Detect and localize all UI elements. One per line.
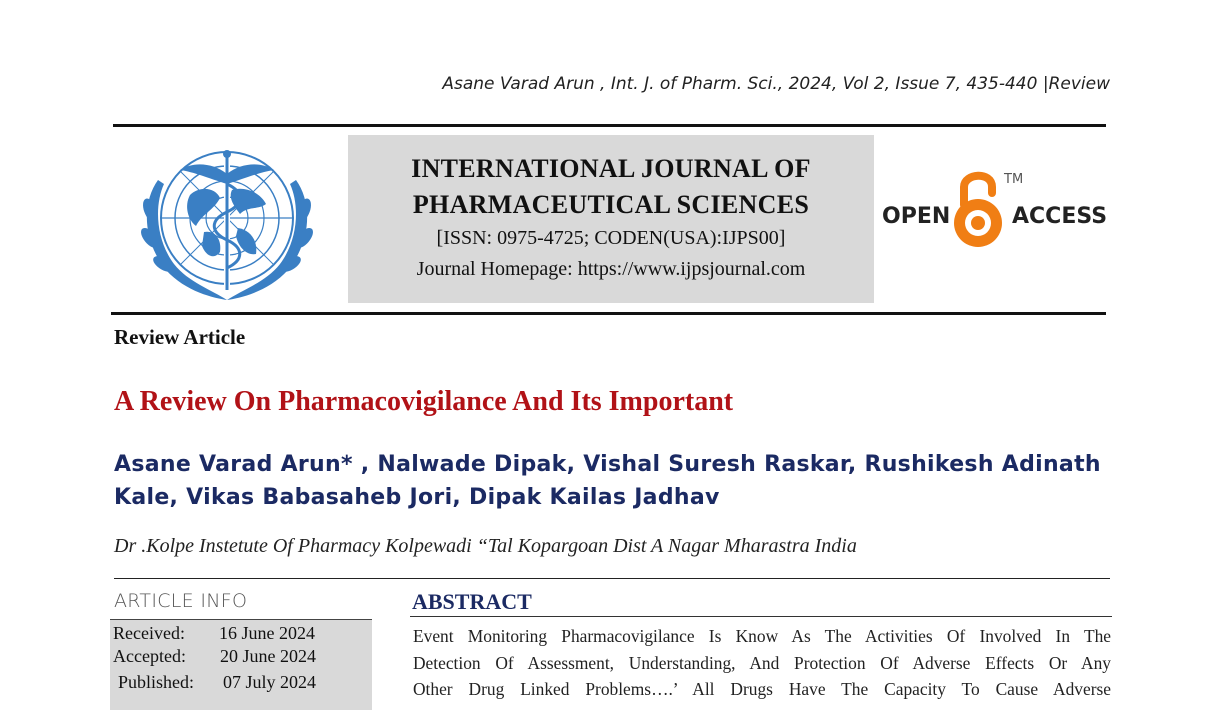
open-access-logo (880, 165, 1112, 255)
running-header-citation: Asane Varad Arun , Int. J. of Pharm. Sci., 2024, Vol 2, Issue 7, 435-440 |Review (442, 74, 1110, 94)
abstract-line-1: Event Monitoring Pharmacovigilance Is Know As The Activities Of Involved In The (413, 626, 1111, 646)
author-list (114, 448, 1114, 514)
accepted-row (113, 646, 316, 667)
abstract-line-2: Detection Of Assessment, Understanding, And Protection Of Adverse Effects Or Any (413, 652, 1111, 673)
received-row (113, 623, 315, 644)
open-access-access-text: ACCESS (1012, 204, 1108, 229)
header-rule-top (113, 124, 1106, 127)
author-line-2: Kale, Vikas Babasaheb Jori, Dipak Kailas Jadhav (114, 485, 720, 510)
article-title: A Review On Pharmacovigilance And Its Important (114, 386, 734, 417)
abstract-line-3: Other Drug Linked Problems….’ All Drugs Have The Capacity To Cause Adverse (413, 679, 1111, 700)
author-affiliation: Dr .Kolpe Instetute Of Pharmacy Kolpewadi “Tal Kopargoan Dist A Nagar Mharastra India (114, 535, 857, 557)
journal-name-line2: PHARMACEUTICAL SCIENCES (412, 190, 810, 219)
abstract-heading: ABSTRACT (412, 589, 532, 614)
author-line-1: Asane Varad Arun* , Nalwade Dipak, Vishal Suresh Raskar, Rushikesh Adinath (114, 452, 1101, 477)
open-access-tm-text: TM (1004, 172, 1024, 187)
journal-homepage: Journal Homepage: https://www.ijpsjournal.com (416, 258, 806, 280)
article-type-label: Review Article (114, 325, 246, 349)
affiliation-divider (114, 578, 1110, 579)
open-access-open-text: OPEN (882, 204, 951, 229)
journal-name-line1: INTERNATIONAL JOURNAL OF (411, 154, 811, 183)
received-label: Received: (113, 623, 185, 643)
open-lock-icon (954, 176, 1002, 247)
article-info-heading: ARTICLE INFO (114, 590, 248, 612)
article-info-box (110, 619, 372, 710)
published-row (118, 672, 316, 693)
accepted-label: Accepted: (113, 646, 186, 666)
abstract-heading-rule (410, 616, 1112, 617)
published-label: Published: (118, 672, 195, 692)
journal-issn: [ISSN: 0975-4725; CODEN(USA):IJPS00] (436, 227, 786, 249)
received-date: 16 June 2024 (219, 623, 315, 643)
header-rule-bottom (111, 312, 1106, 315)
abstract-body (413, 623, 1111, 703)
journal-masthead-box (348, 135, 874, 303)
accepted-date: 20 June 2024 (220, 646, 316, 666)
published-date: 07 July 2024 (223, 672, 317, 692)
journal-emblem-logo (128, 140, 326, 306)
